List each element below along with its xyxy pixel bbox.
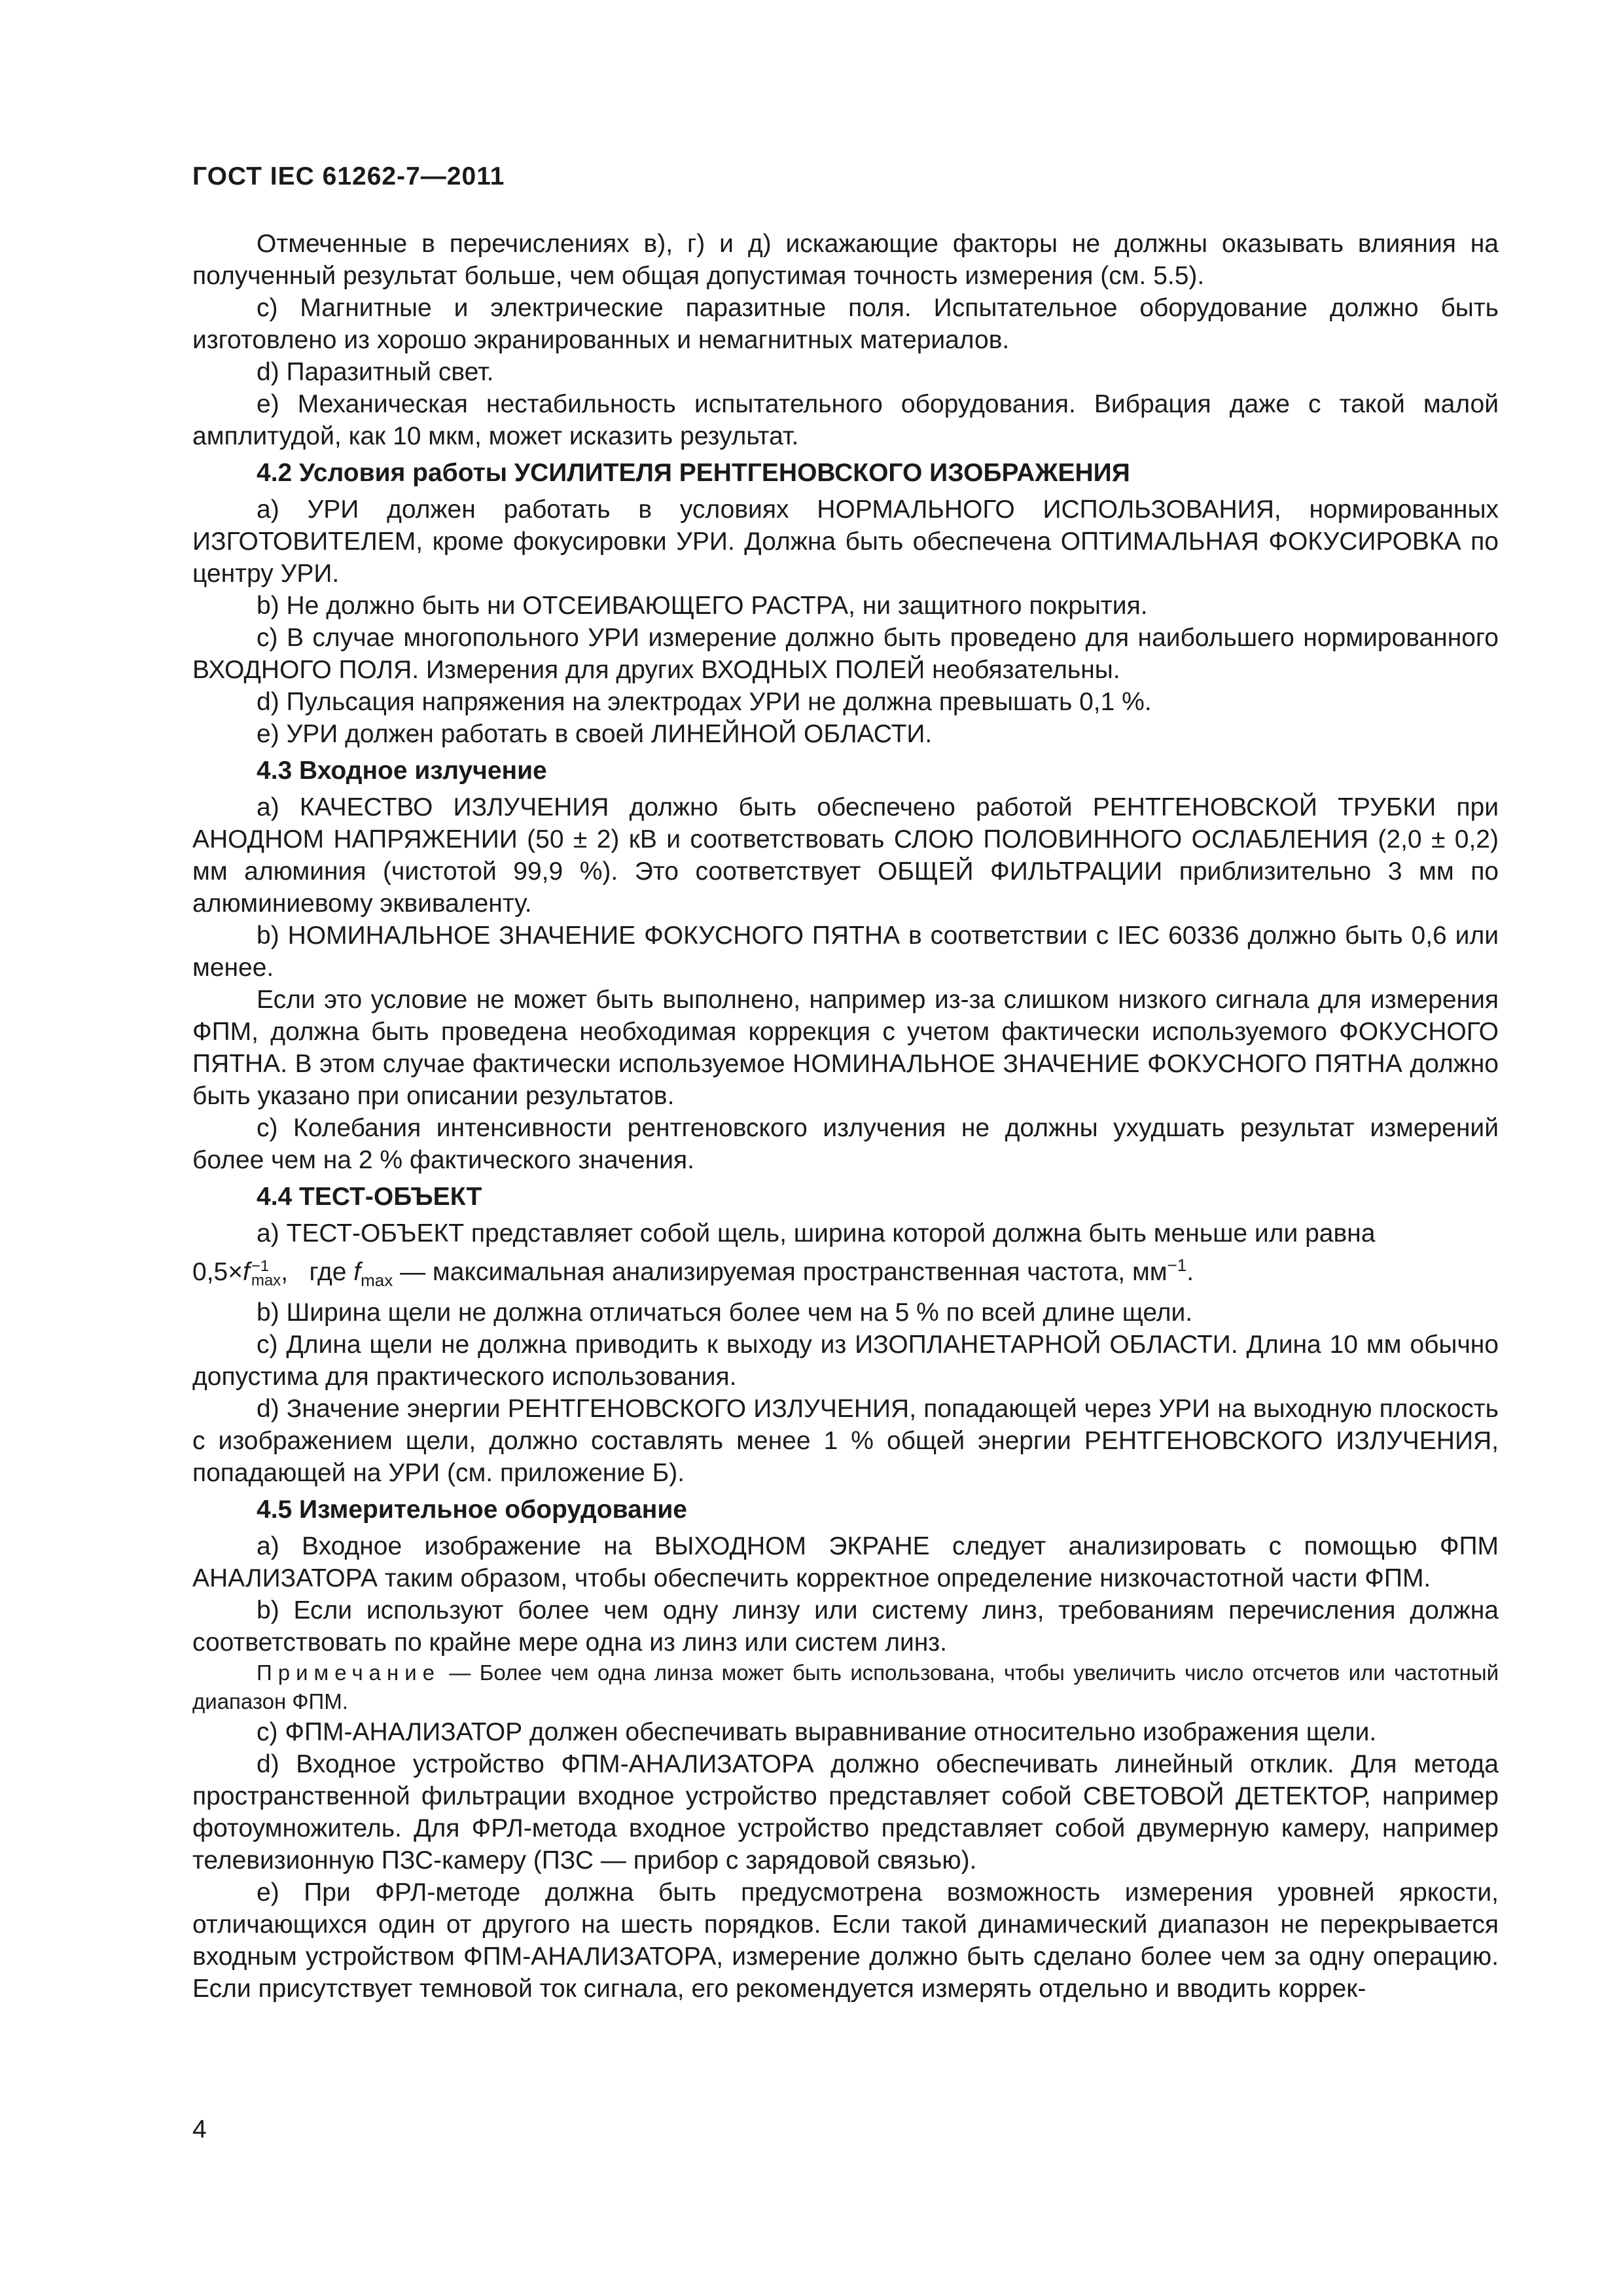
list-item-d: d) Значение энергии РЕНТГЕНОВСКОГО ИЗЛУЧЕНИЯ, попадающей через УРИ на выходную плоскость с изображением щели, должно составлять менее 1 % общей энергии РЕНТГЕНОВСКОГО ИЗЛУЧЕНИЯ, попадающей на УРИ (см. приложение Б). bbox=[192, 1394, 1499, 1487]
list-item-d: d) Входное устройство ФПМ-АНАЛИЗАТОРА должно обеспечивать линейный отклик. Для метода пространственной фильтрации входное устройство представляет собой СВЕТОВОЙ ДЕТЕКТОР, например фотоумножитель. Для ФРЛ-метода входное устройство представляет собой двумерную камеру, например телевизионную ПЗС-камеру (ПЗС — прибор с зарядовой связью). bbox=[192, 1749, 1499, 1874]
list-item-a: a) КАЧЕСТВО ИЗЛУЧЕНИЯ должно быть обеспечено работой РЕНТГЕНОВСКОЙ ТРУБКИ при АНОДНОМ НАПРЯЖЕНИИ (50 ± 2) кВ и соответствовать СЛОЮ ПОЛОВИННОГО ОСЛАБЛЕНИЯ (2,0 ± 0,2) мм алюминия (чистотой 99,9 %). Это соответствует ОБЩЕЙ ФИЛЬТРАЦИИ приблизительно 3 мм по алюминиевому эквиваленту. bbox=[192, 793, 1499, 918]
note bbox=[192, 1659, 1499, 1716]
page-number: 4 bbox=[192, 2115, 207, 2144]
list-item-e: e) УРИ должен работать в своей ЛИНЕЙНОЙ ОБЛАСТИ. bbox=[257, 720, 933, 748]
list-item-e: e) Механическая нестабильность испытательного оборудования. Вибрация даже с такой малой амплитудой, как 10 мкм, может исказить результат. bbox=[192, 390, 1499, 450]
document-header: ГОСТ IEC 61262-7—2011 bbox=[192, 162, 505, 190]
list-item-c: c) Длина щели не должна приводить к выходу из ИЗОПЛАНЕТАРНОЙ ОБЛАСТИ. Длина 10 мм обычно допустима для практического использования. bbox=[192, 1330, 1499, 1391]
list-item-c: c) Магнитные и электрические паразитные поля. Испытательное оборудование должно быть изготовлено из хорошо экранированных и немагнитных материалов. bbox=[192, 294, 1499, 354]
formula-mid-text: , где bbox=[281, 1258, 354, 1286]
list-item-a-text: a) ТЕСТ-ОБЪЕКТ представляет собой щель, ширина которой должна быть меньше или равна bbox=[257, 1219, 1376, 1247]
formula-subscript: max bbox=[251, 1271, 281, 1289]
list-item-b: b) Если используют более чем одну линзу или систему линз, требованиям перечисления должна соответствовать по крайне мере одна из линз или систем линз. bbox=[192, 1596, 1499, 1657]
document-body bbox=[192, 228, 1499, 2005]
formula-superscript: −1 bbox=[251, 1257, 270, 1275]
section-heading-4-2: 4.2 Условия работы УСИЛИТЕЛЯ РЕНТГЕНОВСКОГО ИЗОБРАЖЕНИЯ bbox=[257, 459, 1130, 487]
list-item-e: e) При ФРЛ-методе должна быть предусмотрена возможность измерения уровней яркости, отличающихся один от другого на шесть порядков. Если такой динамический диапазон не перекрывается входным устройством ФПМ-АНАЛИЗАТОРА, измерение должно быть сделано более чем за одну операцию. Если присутствует темновой ток сигнала, его рекомендуется измерять отдельно и вводить коррек- bbox=[192, 1878, 1499, 2003]
formula bbox=[192, 1257, 393, 1290]
list-item-a bbox=[192, 1217, 1499, 1249]
paragraph: Если это условие не может быть выполнено, например из-за слишком низкого сигнала для измерения ФПМ, должна быть проведена необходимая коррекция с учетом фактически используемого ФОКУСНОГО ПЯТНА. В этом случае фактически используемое НОМИНАЛЬНОЕ ЗНАЧЕНИЕ ФОКУСНОГО ПЯТНА должно быть указано при описании результатов. bbox=[192, 986, 1499, 1110]
list-item-d: d) Паразитный свет. bbox=[257, 358, 494, 386]
list-item-b: b) Ширина щели не должна отличаться более чем на 5 % по всей длине щели. bbox=[257, 1298, 1193, 1327]
formula-end: . bbox=[1186, 1258, 1194, 1286]
list-item-a: a) Входное изображение на ВЫХОДНОМ ЭКРАНЕ следует анализировать с помощью ФПМ АНАЛИЗАТОРА таким образом, чтобы обеспечить корректное определение низкочастотной части ФПМ. bbox=[192, 1532, 1499, 1592]
list-item-c: c) ФПМ-АНАЛИЗАТОР должен обеспечивать выравнивание относительно изображения щели. bbox=[257, 1717, 1377, 1746]
formula-superscript: −1 bbox=[1167, 1255, 1187, 1275]
note-text: — Более чем одна линза может быть использована, чтобы увеличить число отсчетов или частотный диапазон ФПМ. bbox=[192, 1660, 1499, 1713]
formula-line bbox=[192, 1249, 1499, 1297]
formula-variable: f bbox=[353, 1258, 361, 1286]
list-item-c: c) В случае многопольного УРИ измерение должно быть проведено для наибольшего нормированного ВХОДНОГО ПОЛЯ. Измерения для других ВХОДНЫХ ПОЛЕЙ необязательны. bbox=[192, 624, 1499, 684]
formula-variable: f bbox=[243, 1258, 250, 1286]
list-item-c: c) Колебания интенсивности рентгеновского излучения не должны ухудшать результат измерений более чем на 2 % фактического значения. bbox=[192, 1114, 1499, 1174]
note-label: Примечание bbox=[257, 1660, 441, 1685]
section-heading-4-4: 4.4 ТЕСТ-ОБЪЕКТ bbox=[257, 1183, 482, 1211]
list-item-a: a) УРИ должен работать в условиях НОРМАЛЬНОГО ИСПОЛЬЗОВАНИЯ, нормированных ИЗГОТОВИТЕЛЕМ, кроме фокусировки УРИ. Должна быть обеспечена ОПТИМАЛЬНАЯ ФОКУСИРОВКА по центру УРИ. bbox=[192, 495, 1499, 588]
paragraph: Отмеченные в перечислениях в), г) и д) искажающие факторы не должны оказывать влияния на полученный результат больше, чем общая допустимая точность измерения (см. 5.5). bbox=[192, 230, 1499, 290]
formula-prefix: 0,5× bbox=[192, 1258, 243, 1286]
formula-description: — максимальная анализируемая пространственная частота, мм bbox=[393, 1258, 1168, 1286]
section-heading-4-3: 4.3 Входное излучение bbox=[257, 757, 547, 785]
formula-subscript: max bbox=[361, 1270, 393, 1290]
section-heading-4-5: 4.5 Измерительное оборудование bbox=[257, 1495, 687, 1524]
list-item-b: b) НОМИНАЛЬНОЕ ЗНАЧЕНИЕ ФОКУСНОГО ПЯТНА в соответствии с IEC 60336 должно быть 0,6 или менее. bbox=[192, 922, 1499, 982]
list-item-d: d) Пульсация напряжения на электродах УРИ не должна превышать 0,1 %. bbox=[257, 688, 1152, 716]
formula-subsup bbox=[251, 1259, 281, 1288]
list-item-b: b) Не должно быть ни ОТСЕИВАЮЩЕГО РАСТРА, ни защитного покрытия. bbox=[257, 592, 1148, 620]
